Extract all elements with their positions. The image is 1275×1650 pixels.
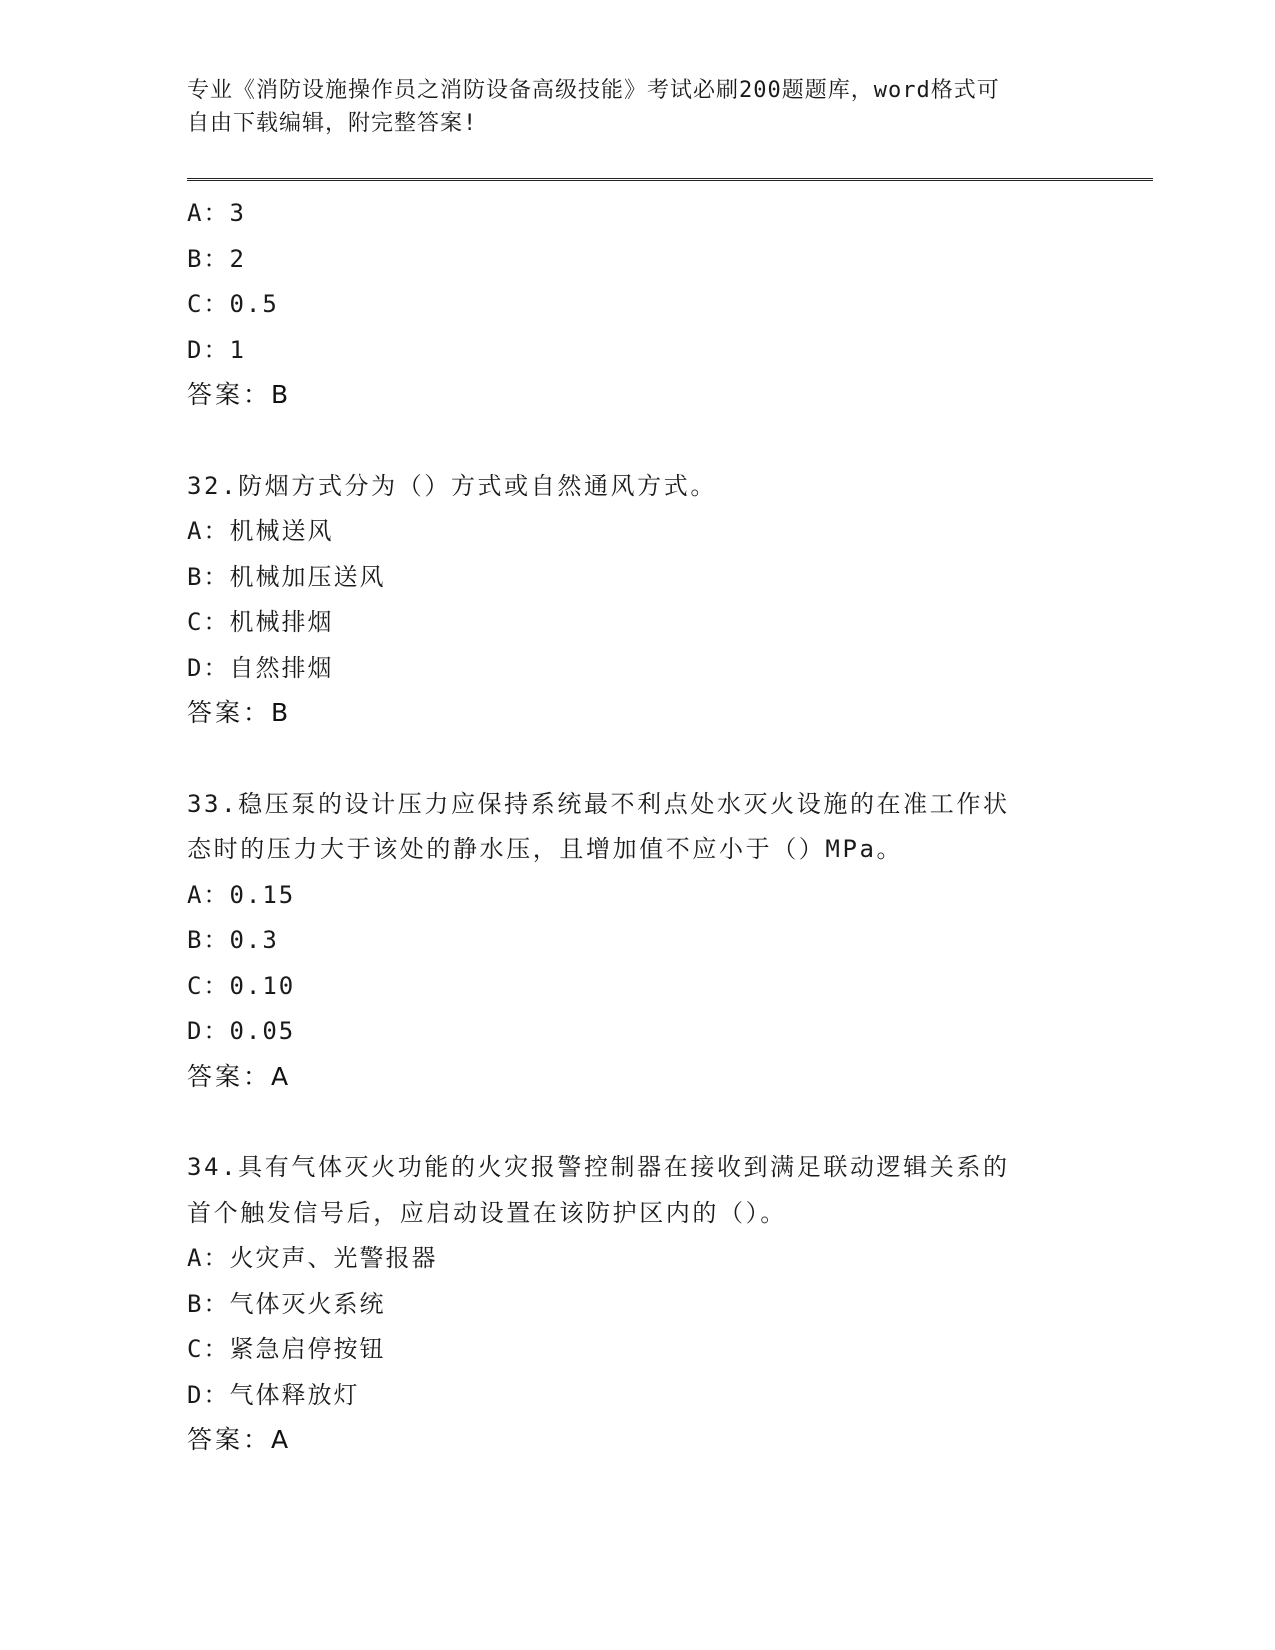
answer-label: 答案： — [187, 1061, 272, 1091]
question-34 — [187, 1147, 1087, 1466]
question-stem-line-2: 首个触发信号后，应启动设置在该防护区内的（）。 — [187, 1198, 787, 1227]
option-c: C：0.5 — [187, 290, 279, 318]
option-d: D：自然排烟 — [187, 653, 334, 682]
answer-line — [187, 375, 1087, 421]
header-line-1: 专业《消防设施操作员之消防设备高级技能》考试必刷200题题库，word格式可 — [187, 78, 1000, 103]
option-a: A：3 — [187, 199, 246, 227]
answer-label: 答案： — [187, 380, 272, 409]
option-b: B：气体灭火系统 — [187, 1289, 386, 1318]
question-stem-line-1: 33.稳压泵的设计压力应保持系统最不利点处水灭火设施的在准工作状 — [187, 789, 1010, 818]
question-32 — [187, 466, 1087, 739]
option-d: D：1 — [187, 335, 246, 364]
option-b: B：2 — [187, 244, 246, 273]
option-b: B：0.3 — [187, 926, 279, 954]
question-33 — [187, 784, 1087, 1103]
option-a: A：0.15 — [187, 880, 296, 909]
option-a: A：机械送风 — [187, 517, 334, 545]
question-list — [187, 193, 1087, 1466]
question-stem-line-1: 34.具有气体灭火功能的火灾报警控制器在接收到满足联动逻辑关系的 — [187, 1153, 1010, 1181]
option-c: C：0.10 — [187, 971, 296, 1000]
option-a: A：火灾声、光警报器 — [187, 1244, 438, 1272]
document-header — [187, 74, 1087, 140]
option-b: B：机械加压送风 — [187, 562, 386, 591]
option-d: D：气体释放灯 — [187, 1380, 360, 1409]
header-divider — [187, 178, 1153, 181]
answer-value: B — [271, 380, 290, 409]
question-stem-line-2: 态时的压力大于该处的静水压，且增加值不应小于（）MPa。 — [187, 835, 904, 863]
question-stem: 32.防烟方式分为（）方式或自然通风方式。 — [187, 471, 717, 500]
answer-line — [187, 1420, 1087, 1466]
option-c: C：紧急启停按钮 — [187, 1335, 386, 1363]
answer-label: 答案： — [187, 1425, 272, 1454]
answer-line — [187, 1057, 1087, 1103]
spacer — [187, 739, 1087, 784]
answer-value: A — [271, 1061, 290, 1091]
answer-label: 答案： — [187, 698, 272, 727]
answer-value: B — [271, 698, 290, 727]
option-d: D：0.05 — [187, 1017, 296, 1045]
spacer — [187, 421, 1087, 466]
answer-line — [187, 693, 1087, 739]
option-c: C：机械排烟 — [187, 608, 334, 636]
question-31-tail — [187, 193, 1087, 421]
answer-value: A — [271, 1425, 290, 1454]
header-line-2: 自由下载编辑，附完整答案! — [187, 111, 478, 136]
spacer — [187, 1102, 1087, 1147]
